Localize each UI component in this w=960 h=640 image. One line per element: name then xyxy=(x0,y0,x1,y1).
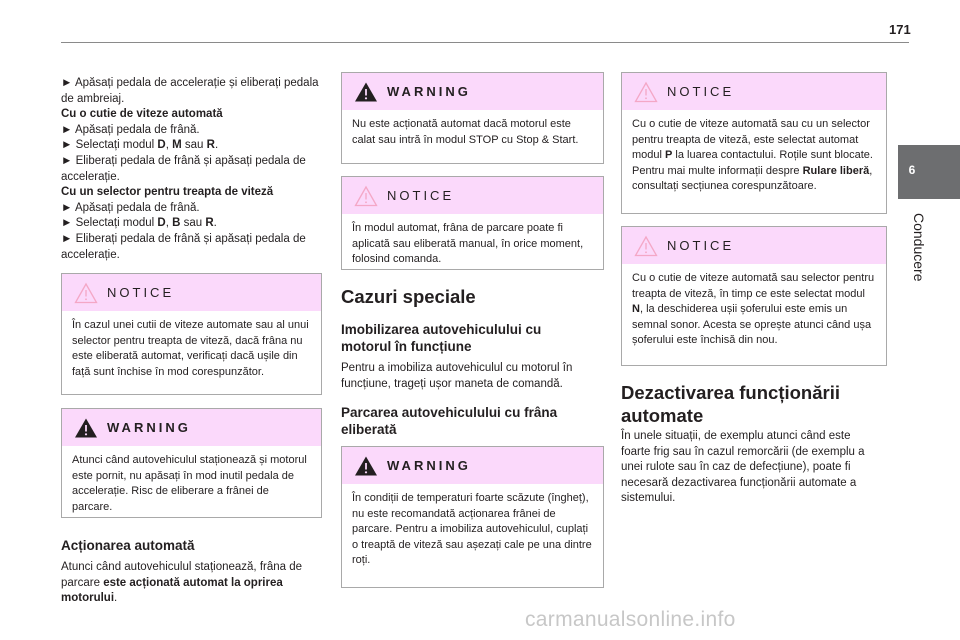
notice-title: NOTICE xyxy=(667,238,735,253)
warning-box xyxy=(61,408,322,518)
warning-header xyxy=(342,447,603,484)
warning-triangle-icon xyxy=(634,81,658,103)
intro-subheading: Cu un selector pentru treapta de viteză xyxy=(61,186,274,199)
intro-line: ► Selectați modul D, B sau R. xyxy=(61,217,217,230)
notice-box xyxy=(61,273,322,395)
page-number: 171 xyxy=(889,22,911,37)
section-number: 6 xyxy=(908,163,916,177)
intro-line: ► Apăsați pedala de accelerație și eliberați pedala de ambreiaj. xyxy=(61,77,319,105)
section-text: Atunci când autovehiculul staționează, frâna de parcare este acționată automat la oprirea motorului. xyxy=(61,561,303,605)
section-heading-main: Cazuri speciale xyxy=(341,286,476,307)
section-label: Conducere xyxy=(911,213,927,282)
intro-line: ► Apăsați pedala de frână. xyxy=(61,201,200,214)
warning-triangle-icon xyxy=(634,235,658,257)
notice-text: În cazul unei cutii de viteze automate sau al unui selector pentru treapta de viteză, dacă frâna nu este eliberată automat, verificați dacă ușile din față sunt închise în mod corespunzător. xyxy=(72,319,309,378)
section-text: În unele situații, de exemplu atunci când este foarte frig sau în cazul remorcării (de exemplu a unei rulote sau în caz de defecțiune), poate fi necesară dezactivarea funcționării automate a sistemului. xyxy=(621,430,865,505)
intro-line: ► Apăsați pedala de frână. xyxy=(61,123,200,136)
notice-box xyxy=(621,226,887,366)
notice-header xyxy=(342,177,603,214)
notice-title: NOTICE xyxy=(667,84,735,99)
warning-triangle-icon xyxy=(74,282,98,304)
warning-title: WARNING xyxy=(387,458,471,473)
notice-text: Cu o cutie de viteze automată sau selector pentru treapta de viteză, în timp ce este selectat modul N, la deschiderea ușii șoferului este emis un semnal sonor. Acesta se oprește atunci când ușa șoferului este închisă din nou. xyxy=(632,272,875,346)
subsection-heading: Imobilizarea autovehiculului cu motorul în funcțiune xyxy=(341,322,542,354)
notice-text: Cu o cutie de viteze automată sau cu un selector pentru treapta de viteză, este selectat automat modul P la luarea contactului. Roțile sunt blocate. Pentru mai multe informații despre Rulare liberă, consultați secțiunea corespunzătoare. xyxy=(632,118,873,192)
intro-line: ► Selectați modul D, M sau R. xyxy=(61,139,219,152)
section-heading: Acționarea automată xyxy=(61,538,195,553)
warning-text: În condiții de temperaturi foarte scăzute (îngheț), nu este recomandată acționarea frânei de parcare. Pentru a imobiliza autovehiculul, cuplați o treaptă de viteză sau așezați cale pe una dintre roți. xyxy=(352,492,592,566)
intro-line: ► Eliberați pedala de frână și apăsați pedala de accelerație. xyxy=(61,232,306,261)
section-tab xyxy=(898,145,960,199)
warning-header xyxy=(342,73,603,110)
notice-header xyxy=(622,227,886,264)
warning-triangle-icon xyxy=(74,417,98,439)
notice-title: NOTICE xyxy=(387,188,455,203)
notice-header xyxy=(62,274,321,311)
warning-text: Nu este acționată automat dacă motorul este calat sau intră în modul STOP cu Stop & Start. xyxy=(352,118,579,146)
header-rule xyxy=(61,42,909,43)
warning-box xyxy=(341,446,604,588)
warning-triangle-icon xyxy=(354,185,378,207)
notice-box xyxy=(341,176,604,270)
warning-title: WARNING xyxy=(107,420,191,435)
warning-title: WARNING xyxy=(387,84,471,99)
watermark: carmanualsonline.info xyxy=(525,608,736,631)
section-heading-main: Dezactivarea funcționării automate xyxy=(621,382,840,426)
intro-line: ► Eliberați pedala de frână și apăsați pedala de accelerație. xyxy=(61,154,306,183)
warning-text: Atunci când autovehiculul staționează și motorul este pornit, nu apăsați în mod inutil pedala de accelerație. Risc de eliberare a frânei de parcare. xyxy=(72,454,307,513)
notice-text: În modul automat, frâna de parcare poate fi aplicată sau eliberată manual, în orice moment, folosind comanda. xyxy=(352,222,584,265)
col1-intro xyxy=(61,76,322,263)
notice-header xyxy=(622,73,886,110)
warning-triangle-icon xyxy=(354,455,378,477)
warning-box xyxy=(341,72,604,164)
notice-title: NOTICE xyxy=(107,285,175,300)
intro-subheading: Cu o cutie de viteze automată xyxy=(61,108,223,121)
notice-box xyxy=(621,72,887,214)
subsection-text: Pentru a imobiliza autovehiculul cu motorul în funcțiune, trageți ușor maneta de comandă. xyxy=(341,362,573,390)
warning-header xyxy=(62,409,321,446)
subsection-heading: Parcarea autovehiculului cu frâna eliberată xyxy=(341,405,558,437)
warning-triangle-icon xyxy=(354,81,378,103)
